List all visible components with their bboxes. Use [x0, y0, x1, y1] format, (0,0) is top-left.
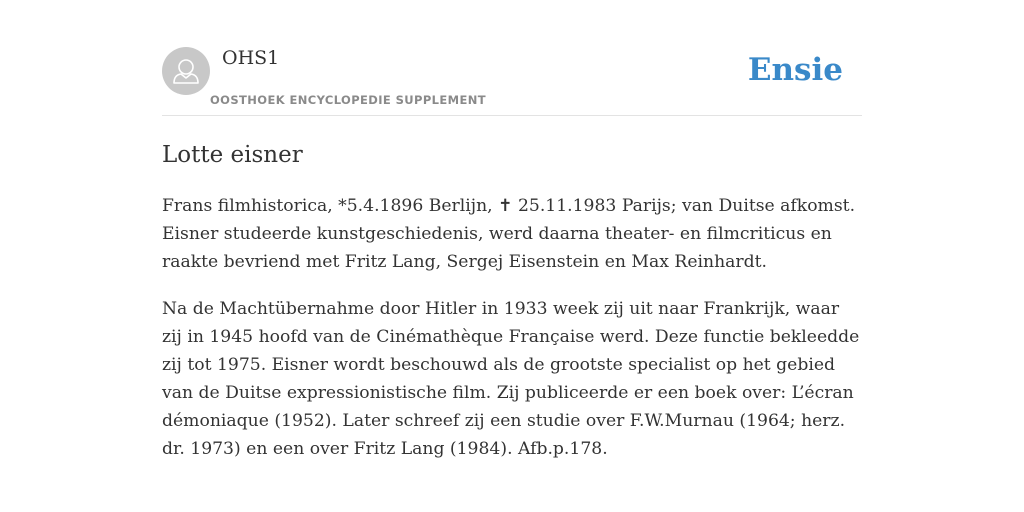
author-name[interactable]: OHS1 [222, 47, 280, 69]
user-avatar-icon [162, 47, 210, 95]
article-body [162, 192, 862, 482]
page-title: Lotte eisner [162, 142, 303, 168]
paragraph: Frans filmhistorica, *5.4.1896 Berlijn, ✝ 25.11.1983 Parijs; van Duitse afkomst. Eisner studeerde kunstgeschiedenis, werd daarna theater- en filmcriticus en raakte bevriend met Fritz Lang, Sergej Eisenstein en Max Reinhardt. [162, 196, 856, 272]
source-label[interactable]: OOSTHOEK ENCYCLOPEDIE SUPPLEMENT [210, 93, 487, 107]
brand-logo[interactable]: Ensie [747, 52, 843, 88]
paragraph: Na de Machtübernahme door Hitler in 1933 week zij uit naar Frankrijk, waar zij in 1945 hoofd van de Cinémathèque Française werd. Deze functie bekleedde zij tot 1975. Eisner wordt beschouwd als de grootste specialist op het gebied van de Duitse expressionistische film. Zij publiceerde er een boek over: L’écran démoniaque (1952). Later schreef zij een studie over F.W.Murnau (1964; herz. dr. 1973) en een over Fritz Lang (1984). Afb.p.178. [162, 299, 860, 459]
header [162, 46, 862, 116]
avatar[interactable] [162, 47, 210, 95]
